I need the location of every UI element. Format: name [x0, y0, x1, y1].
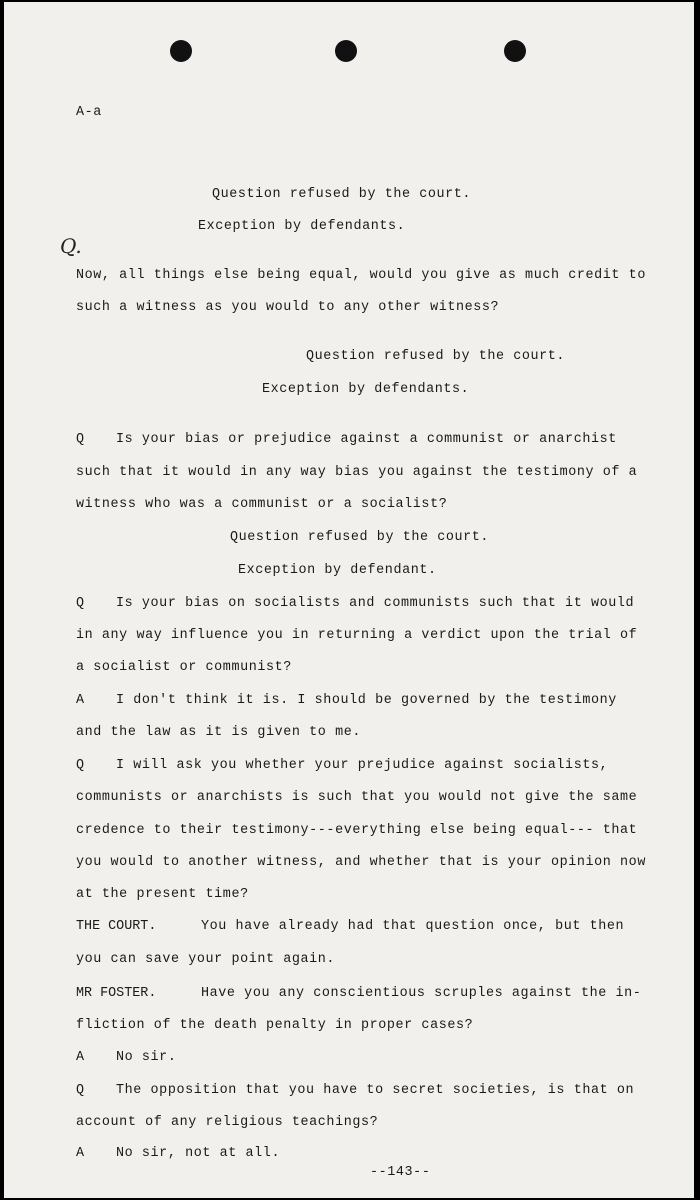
question-text: at the present time? [76, 887, 249, 902]
question-marker: Q [76, 596, 85, 611]
question-text: Now, all things else being equal, would you give as much credit to [76, 268, 646, 283]
question-text: Is your bias on socialists and communists such that it would [116, 596, 635, 611]
answer-text: I don't think it is. I should be governed by the testimony [116, 693, 617, 708]
answer-marker: A [76, 1146, 85, 1161]
question-marker: Q [76, 432, 85, 447]
question-text: Is your bias or prejudice against a communist or anarchist [116, 432, 617, 447]
question-text: such that it would in any way bias you against the testimony of a [76, 465, 638, 480]
question-marker: Q [76, 1083, 85, 1098]
question-text: such a witness as you would to any other witness? [76, 300, 500, 315]
speaker-label: THE COURT. [76, 919, 157, 934]
court-statement: you can save your point again. [76, 952, 336, 967]
question-text: witness who was a communist or a socialist? [76, 497, 448, 512]
page-number: --143-- [370, 1165, 431, 1180]
exception-line: Exception by defendants. [262, 382, 470, 397]
question-text: The opposition that you have to secret societies, is that on [116, 1083, 635, 1098]
answer-text: and the law as it is given to me. [76, 725, 361, 740]
answer-marker: A [76, 1050, 85, 1065]
question-marker: Q [76, 758, 85, 773]
exception-line: Exception by defendants. [198, 219, 406, 234]
question-text: fliction of the death penalty in proper cases? [76, 1018, 474, 1033]
document-page [4, 2, 694, 1198]
answer-marker: A [76, 693, 85, 708]
question-text: credence to their testimony---everything else being equal--- that [76, 823, 638, 838]
page-ref: A-a [76, 105, 102, 120]
speaker-label: MR FOSTER. [76, 986, 157, 1001]
question-text: a socialist or communist? [76, 660, 292, 675]
ruling-line: Question refused by the court. [212, 187, 472, 202]
answer-text: No sir, not at all. [116, 1146, 281, 1161]
question-text: I will ask you whether your prejudice against socialists, [116, 758, 609, 773]
answer-text: No sir. [116, 1050, 177, 1065]
ruling-line: Question refused by the court. [306, 349, 566, 364]
punch-hole-icon [170, 40, 192, 62]
question-text: in any way influence you in returning a verdict upon the trial of [76, 628, 638, 643]
ruling-line: Question refused by the court. [230, 530, 490, 545]
punch-hole-icon [504, 40, 526, 62]
court-statement: You have already had that question once, but then [201, 919, 625, 934]
question-text: you would to another witness, and whether that is your opinion now [76, 855, 646, 870]
handwritten-margin-note: Q. [60, 234, 82, 258]
exception-line: Exception by defendant. [238, 563, 437, 578]
question-text: account of any religious teachings? [76, 1115, 379, 1130]
question-text: communists or anarchists is such that you would not give the same [76, 790, 638, 805]
question-text: Have you any conscientious scruples against the in- [201, 986, 642, 1001]
punch-hole-icon [335, 40, 357, 62]
